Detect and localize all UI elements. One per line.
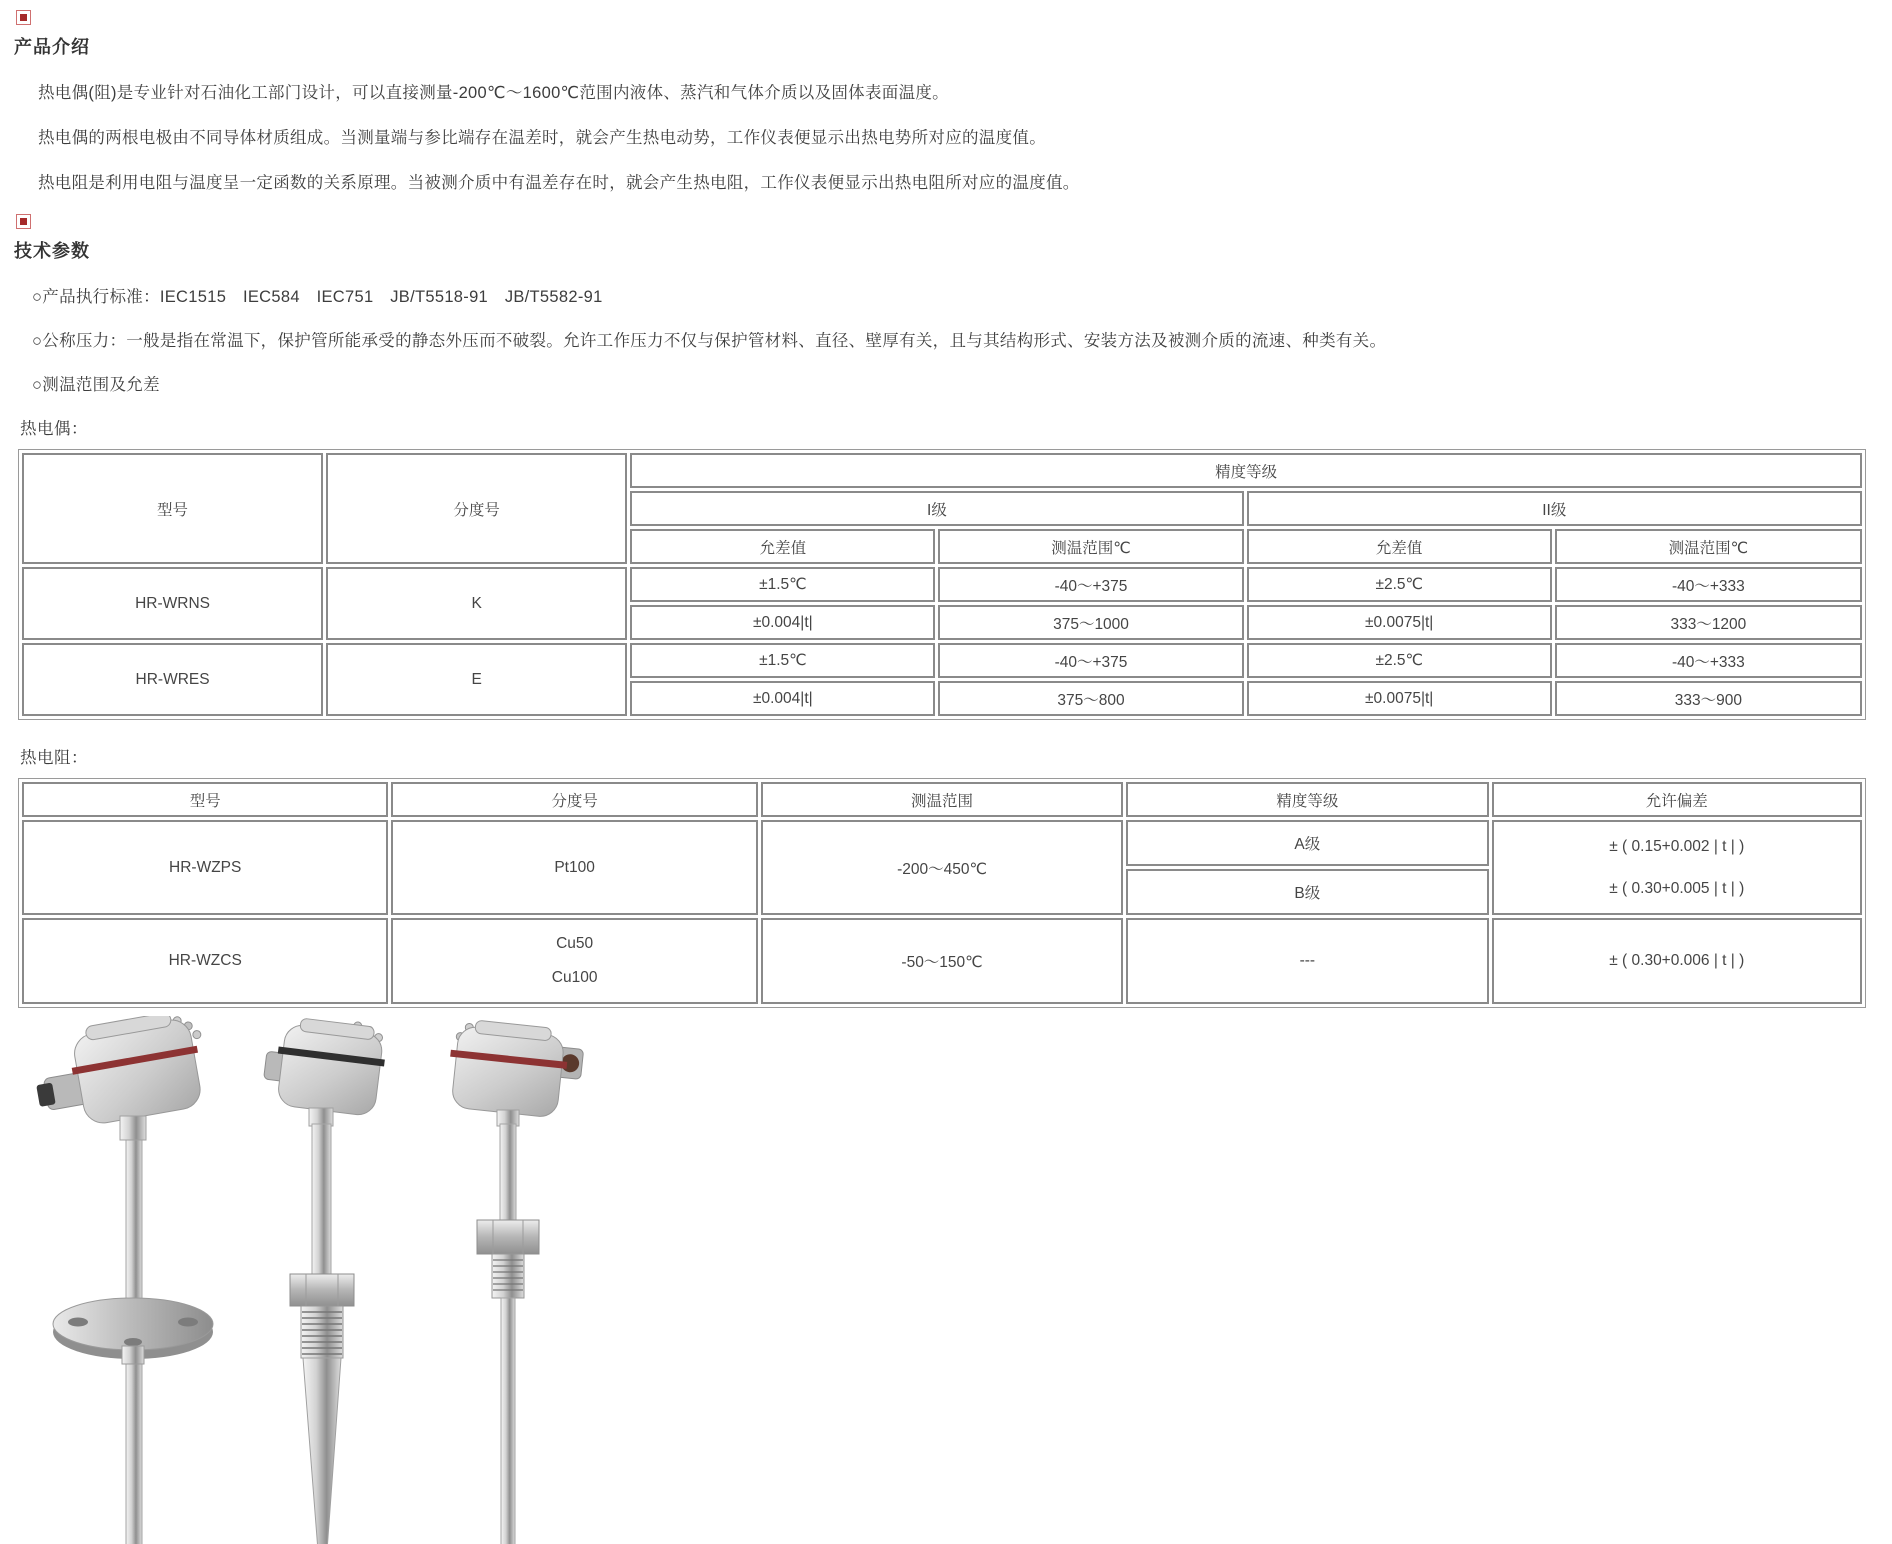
tapered-thermocouple-photo — [257, 1016, 389, 1544]
header-range: 测温范围℃ — [1555, 529, 1862, 564]
red-marker-icon — [16, 214, 31, 229]
bullet-range-tolerance: ○测温范围及允差 — [32, 376, 160, 394]
cell-graduation: Pt100 — [391, 820, 757, 915]
cell-range: 333～1200 — [1555, 605, 1862, 640]
table-row — [22, 782, 1862, 817]
cell-tolerance: ±0.0075|t| — [1247, 605, 1552, 640]
header-accuracy-class: 精度等级 — [1126, 782, 1488, 817]
deviation-grade-a: ± ( 0.15+0.002 | t | ) — [1609, 837, 1745, 855]
probe-hex-nut — [477, 1220, 539, 1254]
intro-paragraph-3: 热电阻是利用电阻与温度呈一定函数的关系原理。当被测介质中有温差存在时，就会产生热电阻，工作仪表便显示出热电阻所对应的温度值。 — [38, 174, 1080, 192]
cell-range: 375～800 — [938, 681, 1243, 716]
header-range: 测温范围 — [761, 782, 1123, 817]
cell-range: -200～450℃ — [761, 820, 1123, 915]
probe-stem — [312, 1124, 331, 1276]
header-graduation: 分度号 — [391, 782, 757, 817]
cell-range: -40～+333 — [1555, 567, 1862, 602]
tech-bullets — [14, 283, 1892, 395]
intro-paragraph-1: 热电偶(阻)是专业针对石油化工部门设计，可以直接测量-200℃～1600℃范围内液体、蒸汽和气体介质以及固体表面温度。 — [38, 84, 949, 102]
product-photos — [34, 1016, 1892, 1544]
probe-connection-head — [445, 1018, 586, 1120]
header-model: 型号 — [22, 453, 323, 564]
cell-model: HR-WZCS — [22, 918, 388, 1004]
section-heading-tech: 技术参数 — [14, 241, 90, 261]
bullet-standards: ○产品执行标准：IEC1515 IEC584 IEC751 JB/T5518-91 JB/T5582-91 — [32, 288, 603, 306]
probe-lower-stem — [501, 1298, 515, 1544]
intro-paragraphs — [14, 79, 1892, 193]
cell-graduation: E — [326, 643, 627, 716]
cell-grade-b: B级 — [1126, 869, 1488, 915]
probe-flange — [53, 1298, 213, 1364]
cell-range: 333～900 — [1555, 681, 1862, 716]
cell-model: HR-WRNS — [22, 567, 323, 640]
cell-tolerance: ±2.5℃ — [1247, 567, 1552, 602]
deviation-grade-b: ± ( 0.30+0.005 | t | ) — [1609, 879, 1745, 897]
cell-range: -40～+375 — [938, 643, 1243, 678]
header-tolerance: 允差值 — [1247, 529, 1552, 564]
cell-tolerance: ±0.004|t| — [630, 605, 935, 640]
probe-hex-nut — [290, 1274, 354, 1306]
cell-range: -50～150℃ — [761, 918, 1123, 1004]
cell-tolerance: ±2.5℃ — [1247, 643, 1552, 678]
cell-graduation: K — [326, 567, 627, 640]
header-accuracy-class: 精度等级 — [630, 453, 1862, 488]
table-row — [22, 643, 1862, 678]
probe-connection-head — [261, 1016, 389, 1117]
cell-deviation — [1492, 820, 1862, 915]
cell-tolerance: ±1.5℃ — [630, 567, 935, 602]
section-heading-intro: 产品介绍 — [14, 37, 90, 57]
graduation-cu50: Cu50 — [556, 935, 594, 952]
header-range: 测温范围℃ — [938, 529, 1243, 564]
red-marker-icon — [16, 10, 31, 25]
red-marker-dot-icon — [20, 14, 27, 21]
cell-range: 375～1000 — [938, 605, 1243, 640]
header-class-2: II级 — [1247, 491, 1862, 526]
probe-stem — [500, 1124, 516, 1220]
cell-grade-a: A级 — [1126, 820, 1488, 866]
movable-thread-thermocouple-photo — [435, 1016, 587, 1544]
probe-thread — [492, 1254, 524, 1298]
cell-model: HR-WZPS — [22, 820, 388, 915]
cell-tolerance: ±0.004|t| — [630, 681, 935, 716]
cell-graduation — [391, 918, 757, 1004]
table-row — [22, 918, 1862, 1004]
cell-grade: --- — [1126, 918, 1488, 1004]
header-tolerance: 允差值 — [630, 529, 935, 564]
intro-paragraph-2: 热电偶的两根电极由不同导体材质组成。当测量端与参比端存在温差时，就会产生热电动势，工作仪表便显示出热电势所对应的温度值。 — [38, 129, 1046, 147]
rtd-table — [18, 778, 1866, 1008]
header-allowed-deviation: 允许偏差 — [1492, 782, 1862, 817]
table-row — [22, 567, 1862, 602]
header-graduation: 分度号 — [326, 453, 627, 564]
probe-thread — [301, 1306, 343, 1358]
cell-tolerance: ±0.0075|t| — [1247, 681, 1552, 716]
probe-tapered-tip — [303, 1358, 341, 1544]
header-model: 型号 — [22, 782, 388, 817]
cell-range: -40～+375 — [938, 567, 1243, 602]
header-class-1: I级 — [630, 491, 1243, 526]
rtd-table-label: 热电阻： — [20, 749, 88, 767]
table-row — [22, 820, 1862, 866]
bullet-nominal-pressure: ○公称压力：一般是指在常温下，保护管所能承受的静态外压而不破裂。允许工作压力不仅与保护管材料、直径、壁厚有关，且与其结构形式、安装方法及被测介质的流速、种类有关。 — [32, 332, 1387, 350]
thermocouple-table-label: 热电偶： — [20, 420, 88, 438]
cell-deviation: ± ( 0.30+0.006 | t | ) — [1492, 918, 1862, 1004]
cell-model: HR-WRES — [22, 643, 323, 716]
table-row — [22, 453, 1862, 488]
thermocouple-table — [18, 449, 1866, 720]
cell-range: -40～+333 — [1555, 643, 1862, 678]
red-marker-dot-icon — [20, 218, 27, 225]
graduation-cu100: Cu100 — [551, 969, 598, 986]
flange-thermocouple-photo — [34, 1016, 229, 1544]
cell-tolerance: ±1.5℃ — [630, 643, 935, 678]
